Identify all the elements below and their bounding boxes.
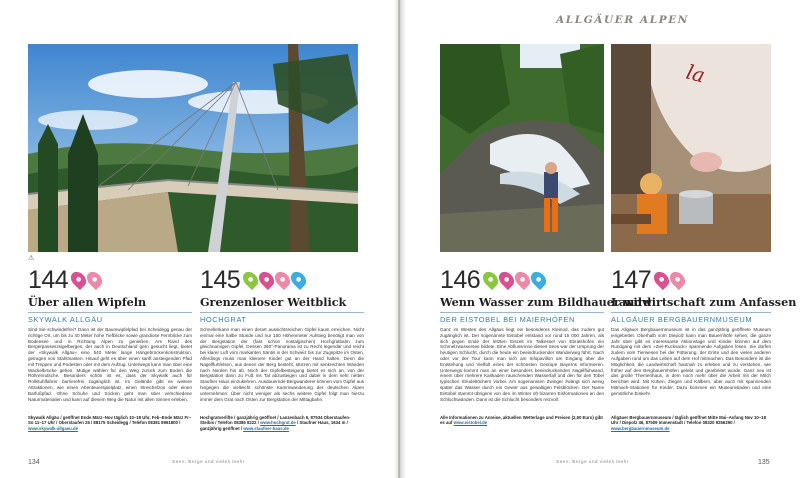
map-pin-icon: ● [651,269,672,290]
category-pins [244,271,308,288]
entry-title: Über allen Wipfeln [28,295,147,309]
entry-info-text: Hochgratverlifte / ganzjährig geöffnet / Lanzenbach 5, 87534 Oberstaufen-Steibis / Telefon 08386 8222 / [200,415,351,426]
entry-body: Ganz im Westen des Allgäus liegt ein besonderes Kleinod, das zudem gut zugänglich ist. Der sogenannte Eistobel entstand vor rund 15 000 Jahren, als sich gegen Ende der letzten Eiszeit im Talkessel von Ebratshofen ein Schmelzwassersee bildete. Eine Abflussrinne dieses Sees war der Ursprung der heutigen Schlucht, durch die heute ein beeindruckender Wanderweg führt. Nach oder vor der Tour kann man sich am Infopavillon am Eingang über die Entstehung und Vielfalt eines der schönsten Geotope Bayerns informieren. Unterwegs kommt man an einer besonders beeindruckenden Nagelfluhwand, einem über mehrere Kaskaden rauschenden Wasserfall und den für den Tobel typischen Strudeltöchern vorbei. Am sogenannten Zwinger zwängt sich wenig später das Wasser durch ein Gewirr aus gewaltigen Felsblöcken. Der Name Eistobel stammt übrigens von den im Winter oft bizarren Eisformationen an den Schluchtwänden. Dann ist die Schlucht besonders reizvoll. [440,327,604,402]
section-title: ALLGÄUER ALPEN [556,14,689,26]
entry-link[interactable]: www.bergbauernmuseum.de [611,425,670,431]
entry-number: 146 [440,266,481,294]
map-pin-icon: ● [667,269,688,290]
entry-body: Sind Sie schwindelfrei? Dann ist der Baumwipfelpfad bei Scheidegg genau der richtige Ort, um bis zu 40 Meter hohe Tiefblicke sowie grandiose Fernblicke zum Bodensee und in Richtung Alpen zu genießen. Am Rand des Bergerpasseszsigelberges, der auch in Deutschland gern gesucht liegt, bietet der »Skywalk Allgäu« eine 540 Meter lange Hängebrückenkonstruktion, getragen von Stahlmasten. Hinauf geht es über einen sanft ansteigenden Pfad mit Treppen und Podesten oder mit dem Aufzug. Unterwegs kann man über eine Wackelbrücke gehen. Mutige wählen für den Weg zurück zum Boden die Röhrenrutsche. Besonders schön ist es, dass der Skywalk auch für Rollstuhlfahrer barrierefrei zugänglich ist. Im Gelände gibt es weitere Attraktionen, wie einen Abenteuerspielplatz, einen Streichelzoo oder einen Barfußpfad. Ohne Schuhe und Socken geht man über verschiedene Naturmaterialien und kann auf diesem Weg die Natur mit allen Sinnen erleben. [28,327,192,402]
entry-subtitle: HOCHGRAT [200,312,364,324]
entry-147 [611,266,797,433]
entry-info [440,415,604,433]
entry-link-2[interactable]: www.staufner-haus.de [243,425,289,431]
photo-skywalk [28,44,358,252]
entry-info-text: Allgäuer Bergbauernmuseum / täglich geöffnet Mitte Mai–Anfang Nov 10–18 Uhr / Diepolz 46, 87509 Immenstadt / Telefon 08320 9256290 / [611,415,766,426]
entry-144 [28,266,192,433]
photo-bergbauernmuseum [611,44,771,252]
entry-info-text: Alle Informationen zu Anreise, aktuellen Wetterlage und Preisen (2,50 Euro) gibt es auf [440,415,603,426]
photo-eistobel [440,44,604,252]
entry-subtitle: SKYWALK ALLGÄU [28,312,192,324]
map-pin-icon: ● [496,269,517,290]
warning-icon: ⚠ [28,254,35,262]
entry-number: 144 [28,266,69,294]
entry-info-text: Skywalk Allgäu / geöffnet Ende März–Nov täglich 10–18 Uhr, Feb–Ende März Fr–So 11–17 Uhr / Oberstaufen 25 / 88175 Scheidegg / Telefon 08381 8961800 / [28,415,192,426]
entry-body: Das Allgäuer Bergbauernmuseum ist in das ganzjährig geöffnete Museum eingebettet. Oberhalb vom Diepolz kann man Bauernhöfe sehen, die ganze Jahr über gibt es interessante Aktionstage und Kinder können auf dem Rundgang mit dem »Ziel-Rucksack« spannende Aufgaben lösen. Sie dürfen zudem vom Tierwesen bei der Fütterung, der Ernte und den vielen anderen Aufgaben rund um das Leben auf dem Hof mitmachen. Das Besondere ist die Möglichkeit, die Landwirtschaft hautnah zu erleben und zu verstehen, wie früher auf den Bergbauernhöfen gelebt und gearbeitet wurde. Ganz neu ist das große Themenhaus, in dem noch mehr über die Arbeit mit der Milch berichtet wird. Mit Kühen, Ziegen und Kälbern, aber auch mit spannenden Mitmach-Stationen für Kinder. Dazu kommen ein Museumsladen und eine gemütliche Einkehr. [611,327,771,396]
page-number-left: 134 [28,459,40,466]
map-pin-icon: ● [256,269,277,290]
map-pin-icon: ● [512,269,533,290]
entry-info [200,415,364,433]
entry-body: Schnellerkann man einen derart aussichtsreichen Gipfel kaum erreichen. Nicht einmal eine halbe Stunde und nur 150 Höhenmeter Aufstieg benötigt man von der Bergstation der (fast schon nostalgischen) Hochgratbahn zum gleichnamigen Gipfel. Dessen 360°-Panorama ist zu Recht legendär und reicht bei klarer Luft vom markanten Säntis in der Schweiz bis zur Zugspitze im Osten. Allerdings muss man kleinere Kinder gut an der Hand halten. Denn die Nagelfluhfelsen, aus denen der Berg besteht, stürzen mit senkrechten Wänden nach Norden hin ab. Noch der Gipfelbesteigung bietet es sich an, von der Bergstation dann zu Fuß ins Tal abzusteigen und dabei in dem sehr netten Staufner Haus einzukehren. Ausdauernde Bergwanderer können vom Gipfel aus hingegen die vielleicht schönste Kammwanderung der deutschen Alpen unternehmen: Über nicht weniger als sechs weitere Gipfel folgt man hierzu immer dem Grat nach Osten zur Bergstation der Mittagbahn. [200,327,364,402]
map-pin-icon: ● [240,269,261,290]
map-pin-icon: ● [480,269,501,290]
entry-info [28,415,192,433]
running-footer-left: Seen, Berge und vieles mehr [172,460,245,465]
map-pin-icon: ● [84,269,105,290]
entry-subtitle: DER EISTOBEL BEI MAIERHÖFEN [440,312,604,324]
svg-text:la: la [683,59,708,88]
map-pin-icon: ● [528,269,549,290]
category-pins [484,271,548,288]
entry-number: 147 [611,266,652,294]
entry-number: 145 [200,266,241,294]
category-pins [72,271,104,288]
map-pin-icon: ● [272,269,293,290]
entry-info [611,415,771,433]
entry-link[interactable]: www.skywalk-allgaeu.de [28,425,78,431]
page-number-right: 135 [758,459,770,466]
entry-title: Landwirtschaft zum Anfassen [611,295,797,309]
entry-link[interactable]: www.hochgrat.de [260,420,296,426]
entry-145 [200,266,364,433]
book-gutter [394,0,406,478]
entry-subtitle: ALLGÄUER BERGBAUERNMUSEUM [611,312,771,324]
entry-info-text-2: / Staufner Haus, 1634 m / ganzjährig geöffnet / [200,420,348,431]
running-footer-right: Seen, Berge und vieles mehr [556,460,629,465]
category-pins [655,271,687,288]
entry-link[interactable]: www.eistobel.de [453,420,488,426]
entry-title: Wenn Wasser zum Bildhauer wird [440,295,652,309]
map-pin-icon: ● [68,269,89,290]
map-pin-icon: ● [288,269,309,290]
entry-title: Grenzenloser Weitblick [200,295,347,309]
